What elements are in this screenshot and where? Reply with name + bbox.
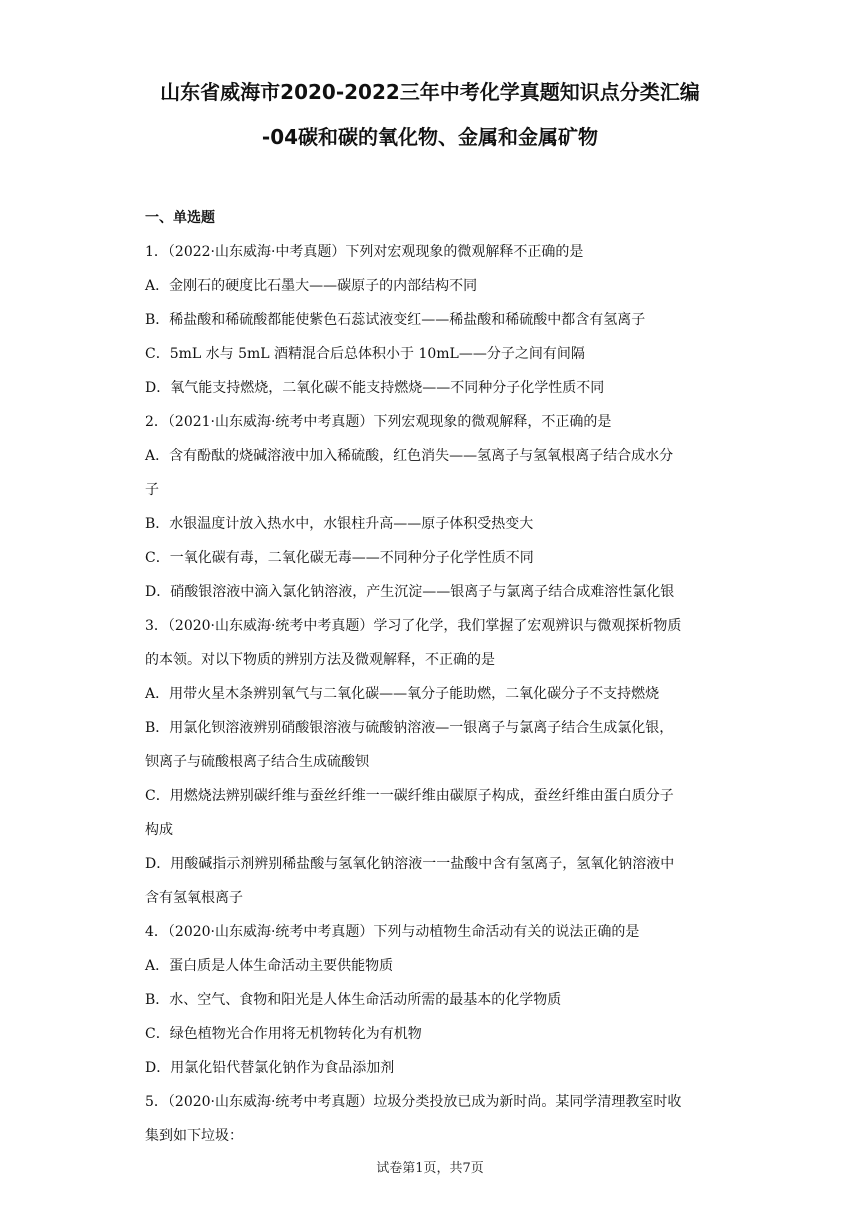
question-3-option-d-cont: 含有氢氧根离子 — [145, 890, 243, 906]
question-4-option-c: C．绿色植物光合作用将无机物转化为有机物 — [145, 1026, 422, 1042]
question-3-stem: 3．（2020·山东威海·统考中考真题）学习了化学，我们掌握了宏观辨识与微观探析物质 — [145, 618, 682, 634]
question-3-option-d: D．用酸碱指示剂辨别稀盐酸与氢氧化钠溶液一一盐酸中含有氢离子，氢氧化钠溶液中 — [145, 856, 675, 872]
question-1-option-b: B．稀盐酸和稀硫酸都能使紫色石蕊试液变红——稀盐酸和稀硫酸中都含有氢离子 — [145, 312, 646, 328]
question-3-option-b-cont: 钡离子与硫酸根离子结合生成硫酸钡 — [145, 754, 369, 770]
question-2-option-a-cont: 子 — [145, 482, 159, 498]
question-5-stem-cont: 集到如下垃圾： — [145, 1128, 243, 1144]
question-2-option-b: B．水银温度计放入热水中，水银柱升高——原子体积受热变大 — [145, 516, 534, 532]
question-5-stem: 5．（2020·山东威海·统考中考真题）垃圾分类投放已成为新时尚。某同学清理教室时收 — [145, 1094, 682, 1110]
question-3-option-c: C．用燃烧法辨别碳纤维与蚕丝纤维一一碳纤维由碳原子构成，蚕丝纤维由蛋白质分子 — [145, 788, 674, 804]
question-3-stem-cont: 的本领。对以下物质的辨别方法及微观解释，不正确的是 — [145, 652, 495, 668]
question-2-option-a: A．含有酚酞的烧碱溶液中加入稀硫酸，红色消失——氢离子与氢氧根离子结合成水分 — [145, 448, 674, 464]
document-title-line-1: 山东省威海市2020-2022三年中考化学真题知识点分类汇编 — [160, 80, 700, 104]
question-3-option-a: A．用带火星木条辨别氧气与二氧化碳——氧分子能助燃，二氧化碳分子不支持燃烧 — [145, 686, 660, 702]
question-1-stem: 1．（2022·山东威海·中考真题）下列对宏观现象的微观解释不正确的是 — [145, 244, 584, 260]
question-1-option-a: A．金刚石的硬度比石墨大——碳原子的内部结构不同 — [145, 278, 478, 294]
question-2-option-c: C．一氧化碳有毒，二氧化碳无毒——不同种分子化学性质不同 — [145, 550, 534, 566]
section-heading: 一、单选题 — [145, 210, 215, 226]
question-2-stem: 2．（2021·山东威海·统考中考真题）下列宏观现象的微观解释，不正确的是 — [145, 414, 612, 430]
question-4-option-d: D．用氯化铅代替氯化钠作为食品添加剂 — [145, 1060, 395, 1076]
document-title-line-2: -04碳和碳的氧化物、金属和金属矿物 — [261, 125, 599, 149]
page-footer: 试卷第1页，共7页 — [376, 1161, 484, 1176]
question-4-stem: 4．（2020·山东威海·统考中考真题）下列与动植物生命活动有关的说法正确的是 — [145, 924, 640, 940]
question-3-option-b: B．用氯化钡溶液辨别硝酸银溶液与硫酸钠溶液—一银离子与氯离子结合生成氯化银， — [145, 720, 674, 736]
question-4-option-b: B．水、空气、食物和阳光是人体生命活动所需的最基本的化学物质 — [145, 992, 562, 1008]
question-1-option-d: D．氧气能支持燃烧，二氧化碳不能支持燃烧——不同种分子化学性质不同 — [145, 380, 605, 396]
question-content — [145, 201, 725, 1153]
question-2-option-d: D．硝酸银溶液中滴入氯化钠溶液，产生沉淀——银离子与氯离子结合成难溶性氯化银 — [145, 584, 675, 600]
question-3-option-c-cont: 构成 — [145, 822, 173, 838]
question-4-option-a: A．蛋白质是人体生命活动主要供能物质 — [145, 958, 394, 974]
question-1-option-c: C．5mL 水与 5mL 酒精混合后总体积小于 10mL——分子之间有间隔 — [145, 346, 585, 362]
